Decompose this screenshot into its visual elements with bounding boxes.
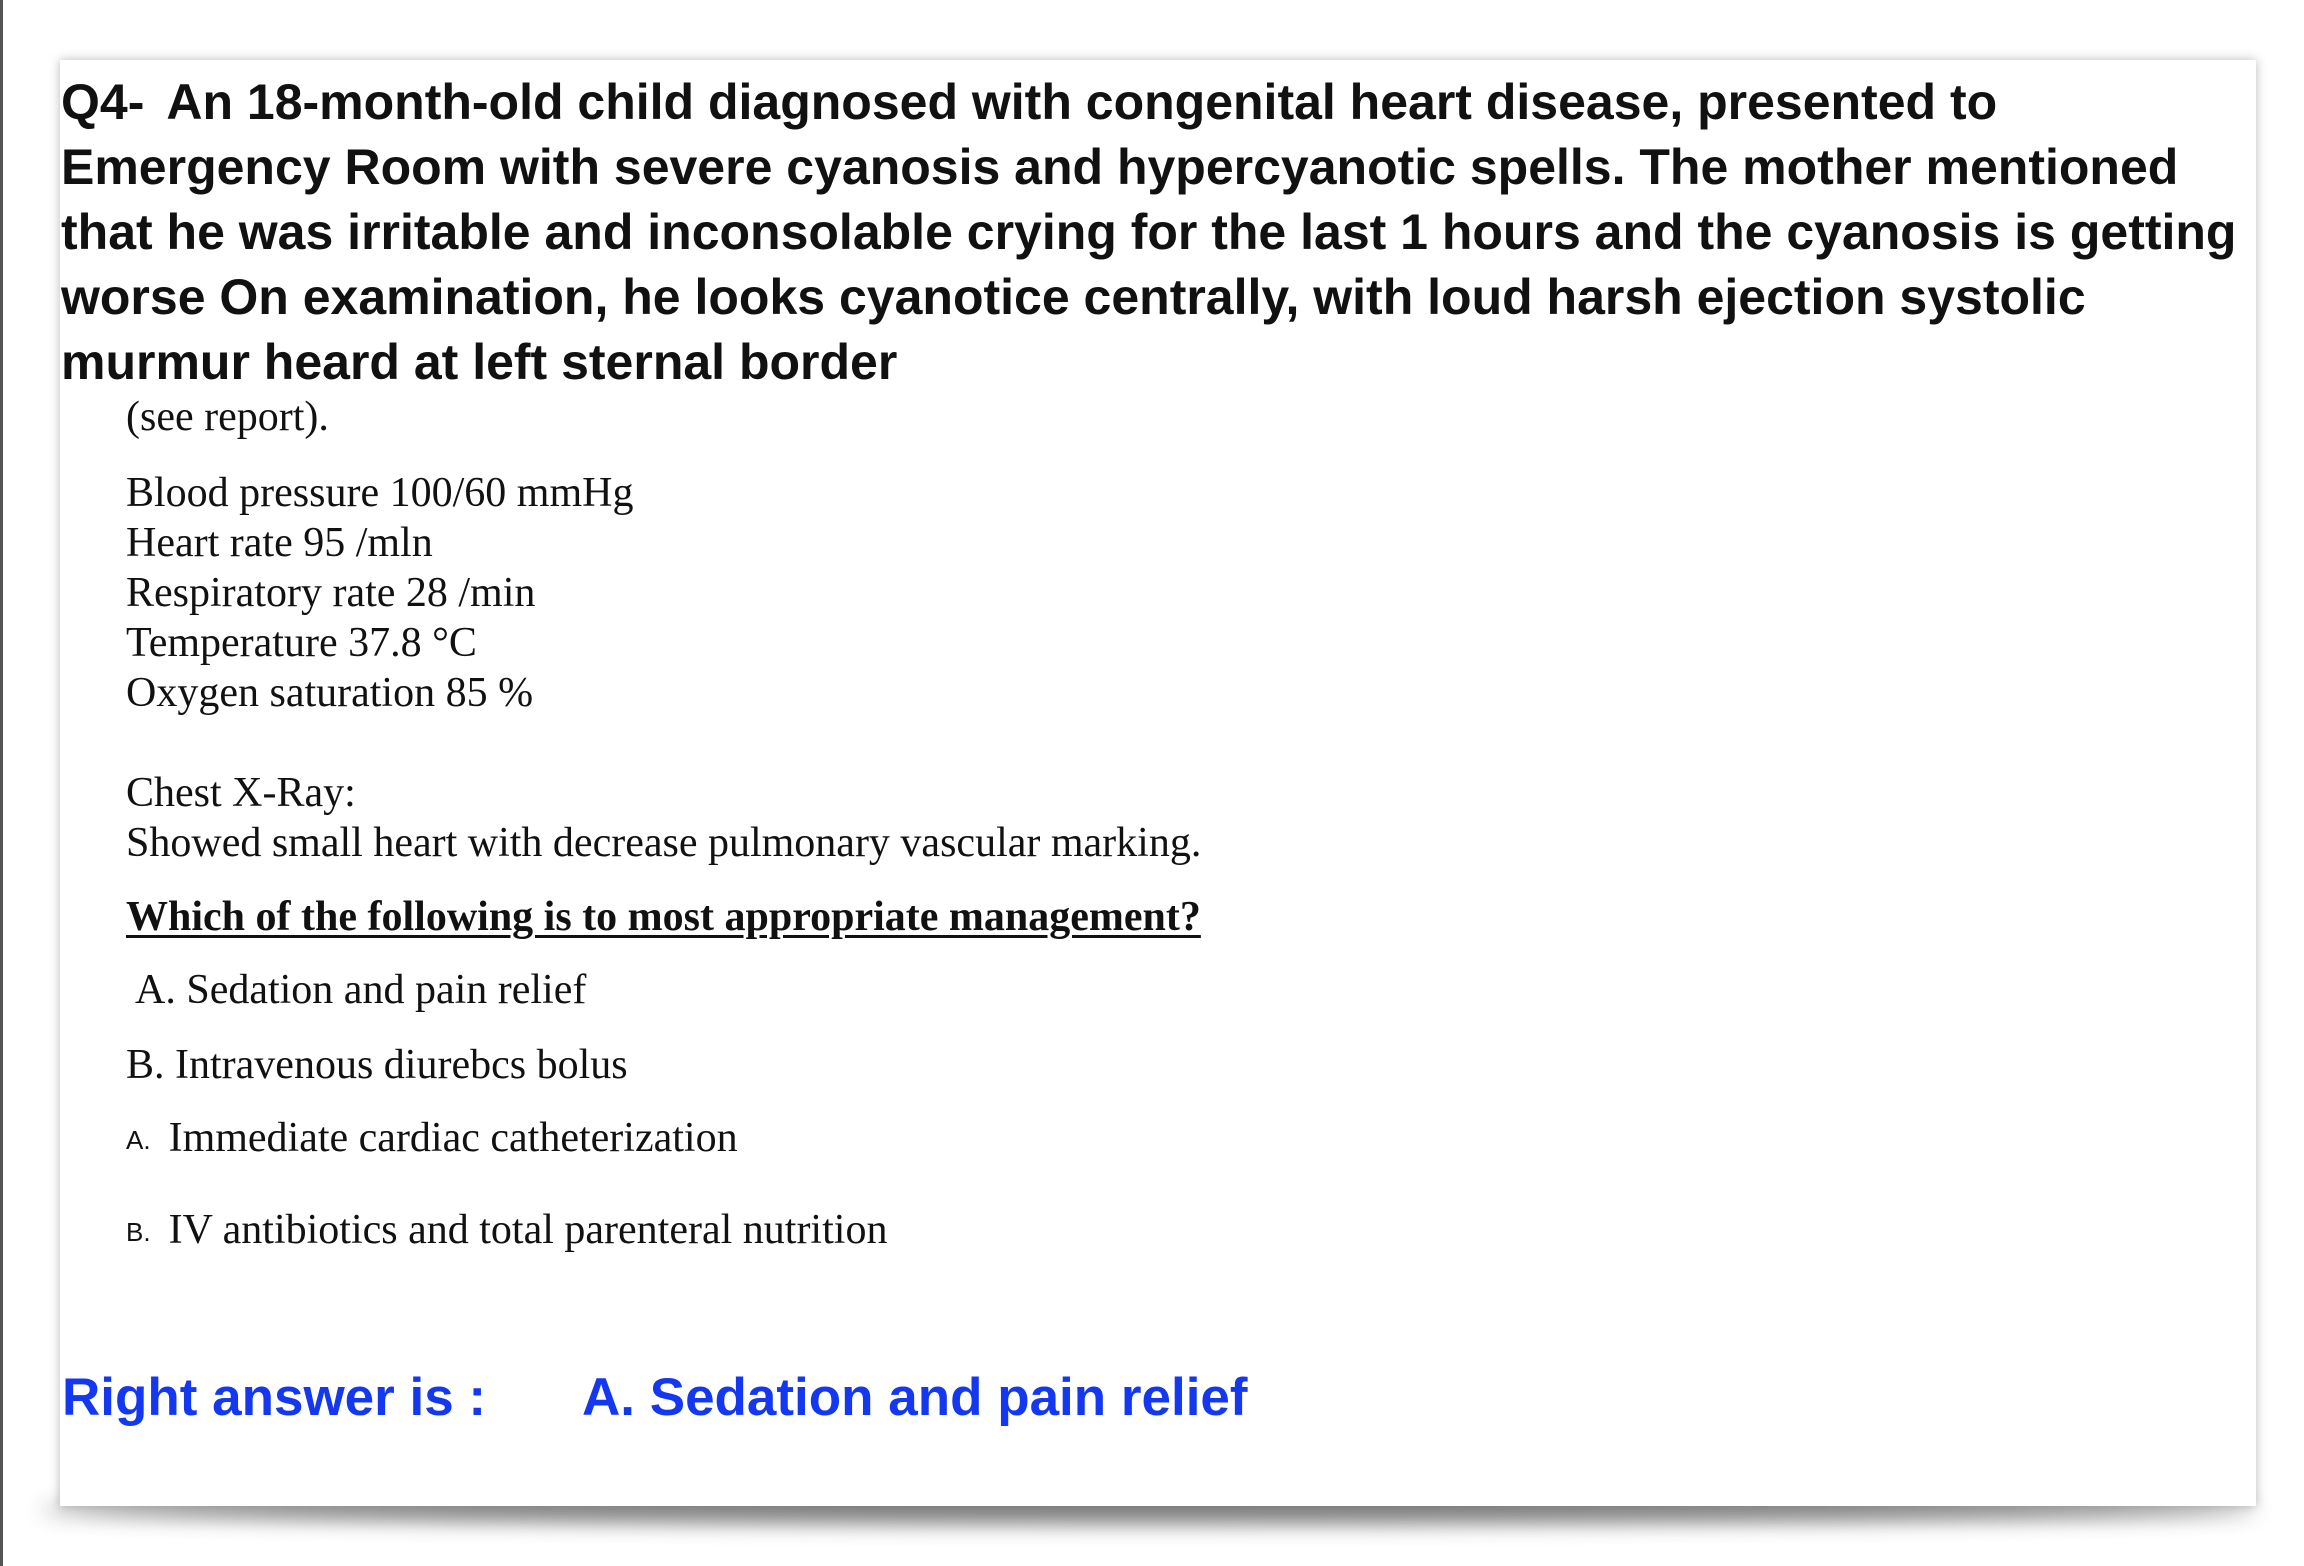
right-answer bbox=[62, 1366, 1248, 1430]
vital-respiratory-rate: Respiratory rate 28 /min bbox=[126, 570, 536, 616]
option-text: IV antibiotics and total parenteral nutrition bbox=[168, 1207, 888, 1253]
left-border-line bbox=[0, 0, 3, 1566]
vital-temperature: Temperature 37.8 °C bbox=[126, 620, 477, 666]
vital-heart-rate: Heart rate 95 /mln bbox=[126, 520, 433, 566]
xray-finding: Showed small heart with decrease pulmonary vascular marking. bbox=[126, 820, 1202, 866]
option-catheterization[interactable] bbox=[126, 1113, 738, 1165]
option-diuretics[interactable] bbox=[126, 1040, 628, 1090]
option-letter: B. bbox=[126, 1217, 151, 1247]
see-report-note: (see report). bbox=[126, 394, 329, 440]
question-text: An 18-month-old child diagnosed with congenital heart disease, presented to Emergency Room with severe cyanosis and hypercyanotic spells. The mother mentioned that he was irritable and inconsolable crying for the last 1 hours and the cyanosis is getting worse On examination, he looks cyanotice centrally, with loud harsh ejection systolic murmur heard at left sternal border bbox=[61, 74, 2237, 390]
option-antibiotics[interactable] bbox=[126, 1205, 887, 1257]
option-text: B. Intravenous diurebcs bolus bbox=[126, 1042, 628, 1088]
vital-oxygen-saturation: Oxygen saturation 85 % bbox=[126, 670, 534, 716]
answer-label: Right answer is : bbox=[62, 1368, 487, 1427]
vital-blood-pressure: Blood pressure 100/60 mmHg bbox=[126, 470, 634, 516]
question-stem bbox=[61, 70, 2241, 395]
option-text: Immediate cardiac catheterization bbox=[168, 1115, 738, 1161]
vitals-list bbox=[126, 468, 633, 718]
option-sedation[interactable] bbox=[135, 965, 586, 1015]
question-card bbox=[60, 60, 2256, 1506]
answer-value: A. Sedation and pain relief bbox=[582, 1368, 1248, 1427]
question-prompt: Which of the following is to most appropriate management? bbox=[126, 894, 1201, 940]
xray-label: Chest X-Ray: bbox=[126, 770, 356, 816]
option-letter: A. bbox=[126, 1125, 151, 1155]
option-text: A. Sedation and pain relief bbox=[135, 967, 587, 1013]
question-number: Q4- bbox=[61, 74, 145, 130]
